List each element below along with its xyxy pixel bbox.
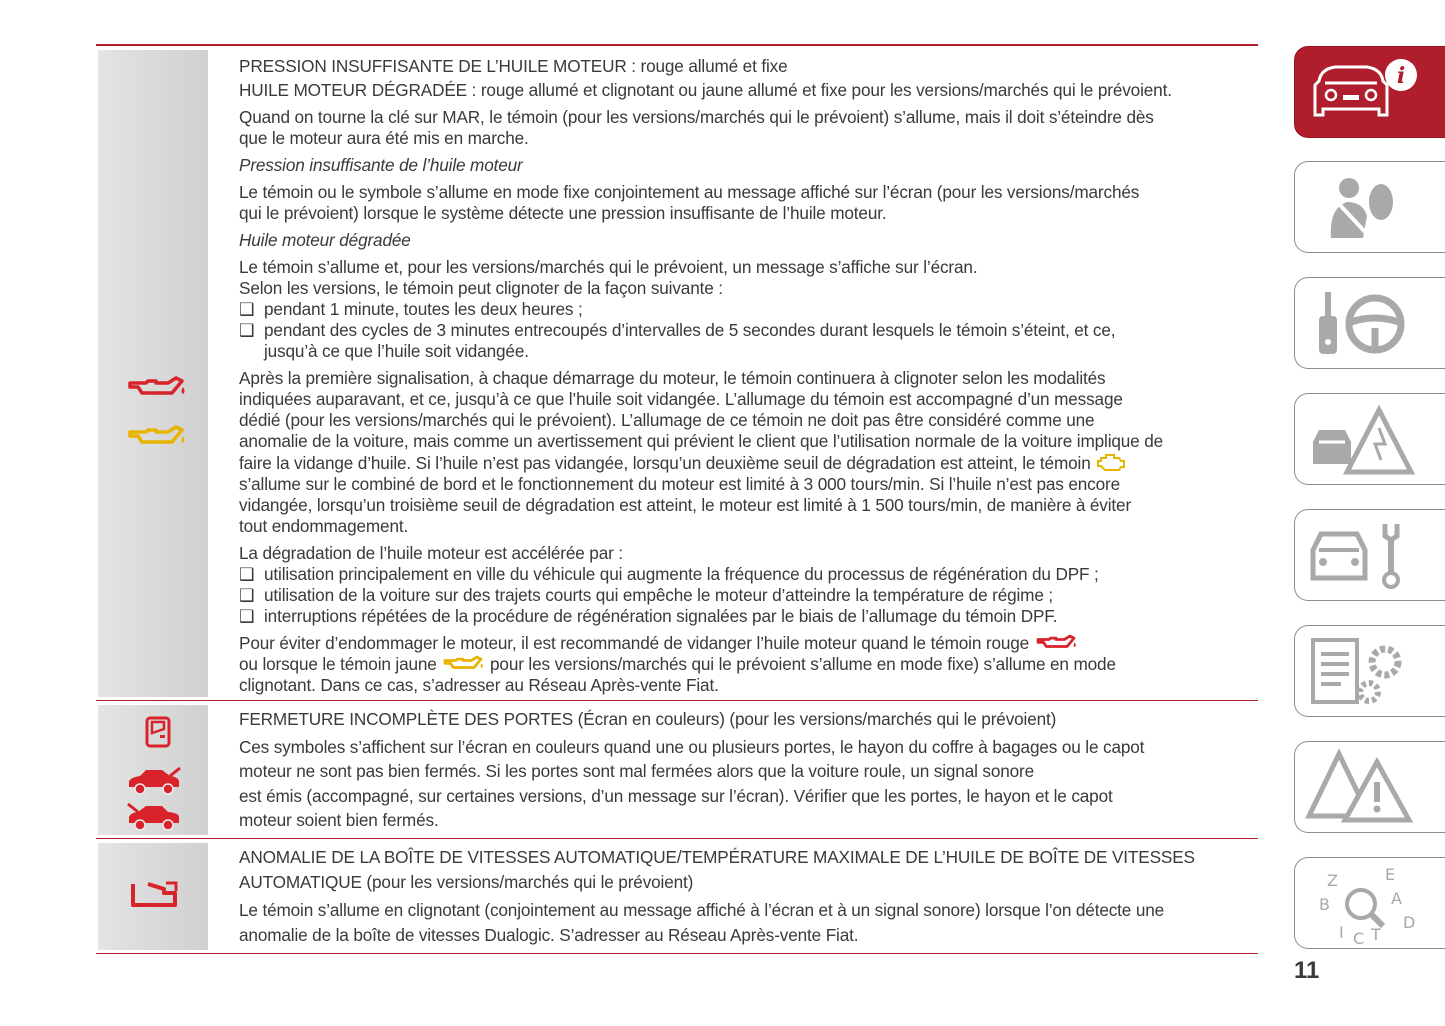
pressure-line-2: qui le prévoient) lorsque le système détecte une pression insuffisante de l’huile moteur. [239, 203, 887, 223]
gearbox-title-line-1: ANOMALIE DE LA BOÎTE DE VITESSES AUTOMATIQUE/TEMPÉRATURE MAXIMALE DE L’HUILE DE BOÎTE DE VITESSES [239, 847, 1195, 867]
list-item: ❑ utilisation de la voiture sur des trajets courts qui empêche le moteur d’atteindre la température de régime ; [239, 585, 1054, 605]
icon-column [98, 50, 208, 697]
intro-line-1: Quand on tourne la clé sur MAR, le témoin (pour les versions/marchés qui le prévoient) s’allume, mais il doit s’éteindre dès [239, 107, 1154, 127]
list-item: ❑ pendant des cycles de 3 minutes entrecoupés d’intervalles de 5 secondes durant lesquels le témoin s’éteint, et ce, [239, 320, 1116, 340]
car-wrench-icon [1305, 516, 1415, 596]
doors-line: moteur ne sont pas bien fermés. Si les portes sont mal fermées alors que la voiture roule, un signal sonore [239, 761, 1035, 781]
oil-pressure-yellow-icon [126, 424, 186, 450]
intro-line-2: que le moteur aura été mis en marche. [239, 128, 529, 148]
doors-line: Ces symboles s’affichent sur l’écran en couleurs quand une ou plusieurs portes, le hayon du coffre à bagages ou le capot [239, 736, 1145, 757]
final-line-2: ou lorsque le témoin jaune pour les versions/marchés qui le prévoient s’allume en mode fixe) s’allume en mode [239, 654, 1116, 674]
oil-pressure-red-icon [126, 375, 186, 401]
paragraph-line: indiquées auparavant, et ce, jusqu’à ce que l’huile soit vidangée. L’allumage du témoin est accompagné d’un message [239, 389, 1123, 409]
tab-maintenance[interactable] [1294, 509, 1445, 601]
gearbox-title-line-2: AUTOMATIQUE (pour les versions/marchés qui le prévoient) [239, 871, 694, 892]
subheading-pressure: Pression insuffisante de l’huile moteur [239, 155, 523, 175]
tab-warnings[interactable] [1294, 741, 1445, 833]
list-item: ❑ interruptions répétées de la procédure de régénération signalées par le biais de l’allumage du témoin DPF. [239, 606, 1058, 626]
paragraph-line: Après la première signalisation, à chaque démarrage du moteur, le témoin continuera à clignoter selon les modalités [239, 368, 1106, 388]
doors-title: FERMETURE INCOMPLÈTE DES PORTES (Écran en couleurs) (pour les versions/marchés qui le prévoient) [239, 709, 1057, 729]
tab-technical-data[interactable] [1294, 625, 1445, 717]
paragraph-line: tout endommagement. [239, 516, 409, 536]
index-letter: T [1371, 925, 1381, 944]
section-gearbox [96, 839, 1258, 954]
pressure-line-1: Le témoin ou le symbole s’allume en mode fixe conjointement au message affiché sur l’écran (pour les versions/marchés [239, 182, 1140, 202]
gearbox-text [239, 845, 1258, 947]
doors-text [239, 707, 1258, 833]
door-open-icon [138, 715, 178, 749]
final-line-1: Pour éviter d’endommager le moteur, il est recommandé de vidanger l’huile moteur quand le témoin rouge [239, 633, 1258, 654]
engine-check-icon [1095, 452, 1129, 472]
degradation-intro: La dégradation de l’huile moteur est accélérée par : [239, 543, 623, 563]
trunk-open-icon [126, 765, 182, 797]
section-oil-pressure [96, 46, 1258, 701]
list-item: ❑ utilisation principalement en ville du véhicule qui augmente la fréquence du processus de régénération du DPF ; [239, 564, 1099, 584]
car-accident-warning-icon [1305, 400, 1415, 480]
oil-text [239, 56, 1258, 696]
hood-open-icon [126, 801, 182, 833]
oil-red-inline-icon [1034, 634, 1078, 652]
doors-line: moteur soient bien fermés. [239, 810, 439, 830]
section-doors [96, 701, 1258, 839]
title-degraded: HUILE MOTEUR DÉGRADÉE : rouge allumé et clignotant ou jaune allumé et fixe pour les versions/marchés qui le prévoient. [239, 80, 1172, 100]
svg-text:i: i [1396, 63, 1406, 89]
index-letter: B [1319, 895, 1330, 914]
index-letter: C [1353, 929, 1365, 948]
doors-line: est émis (accompagné, sur certaines versions, d’un message sur l’écran). Vérifier que les portes, le hayon et le capot [239, 785, 1113, 806]
key-steering-wheel-icon [1305, 284, 1415, 364]
oil-yellow-inline-icon [441, 655, 485, 673]
airbag-seatbelt-icon [1305, 168, 1415, 248]
index-letter: I [1339, 923, 1344, 942]
tab-dashboard-info[interactable] [1294, 46, 1445, 138]
paragraph-line: dédié (pour les versions/marchés qui le prévoient). L’allumage de ce témoin ne doit pas être considéré comme une [239, 410, 1095, 430]
degraded-line-1: Le témoin s’allume et, pour les versions/marchés qui le prévoient, un message s’affiche sur l’écran. [239, 257, 978, 277]
paragraph-line: faire la vidange d’huile. Si l’huile n’est pas vidangée, lorsqu’un deuxième seuil de dégradation est atteint, le témoin [239, 452, 1258, 474]
car-info-icon [1305, 53, 1425, 133]
tab-safety[interactable] [1294, 161, 1445, 253]
subheading-degraded: Huile moteur dégradée [239, 230, 411, 250]
paragraph-line: anomalie de la voiture, mais comme un avertissement qui prévient le client que l’utilisation normale de la voiture implique de [239, 431, 1164, 451]
paragraph-line: vidangée, lorsqu’un troisième seuil de dégradation est atteint, le moteur est limité à 1 500 tours/min, de manière à éviter [239, 495, 1132, 515]
alphabetical-index-icon [1305, 864, 1425, 952]
index-letter: A [1391, 889, 1402, 908]
section-rule [96, 953, 1258, 954]
document-gears-icon [1305, 632, 1415, 712]
paragraph-line: s’allume sur le combiné de bord et le fonctionnement du moteur est limité à 3 000 tours/min. Si l’huile n’est pas encore [239, 474, 1120, 494]
index-letter: E [1385, 865, 1396, 884]
page-number: 11 [1294, 957, 1320, 984]
tab-starting-driving[interactable] [1294, 277, 1445, 369]
list-item-continuation: jusqu’à ce que l’huile soit vidangée. [264, 341, 529, 361]
index-letter: Z [1327, 871, 1338, 890]
tab-emergency[interactable] [1294, 393, 1445, 485]
gearbox-fault-icon [128, 879, 182, 909]
warning-triangles-icon [1305, 748, 1415, 828]
index-letter: D [1403, 913, 1416, 932]
gearbox-line: anomalie de la boîte de vitesses Dualogic. S’adresser au Réseau Après-vente Fiat. [239, 924, 859, 945]
icon-column [98, 843, 208, 950]
tab-index[interactable] [1294, 857, 1445, 949]
icon-column [98, 705, 208, 835]
degraded-line-2: Selon les versions, le témoin peut clignoter de la façon suivante : [239, 278, 723, 298]
title-pressure: PRESSION INSUFFISANTE DE L’HUILE MOTEUR : rouge allumé et fixe [239, 56, 788, 76]
gearbox-line: Le témoin s’allume en clignotant (conjointement au message affiché à l’écran et à un signal sonore) lorsque l’on détecte une [239, 900, 1165, 920]
list-item: ❑ pendant 1 minute, toutes les deux heures ; [239, 299, 583, 319]
final-line-3: clignotant. Dans ce cas, s’adresser au Réseau Après-vente Fiat. [239, 675, 719, 695]
